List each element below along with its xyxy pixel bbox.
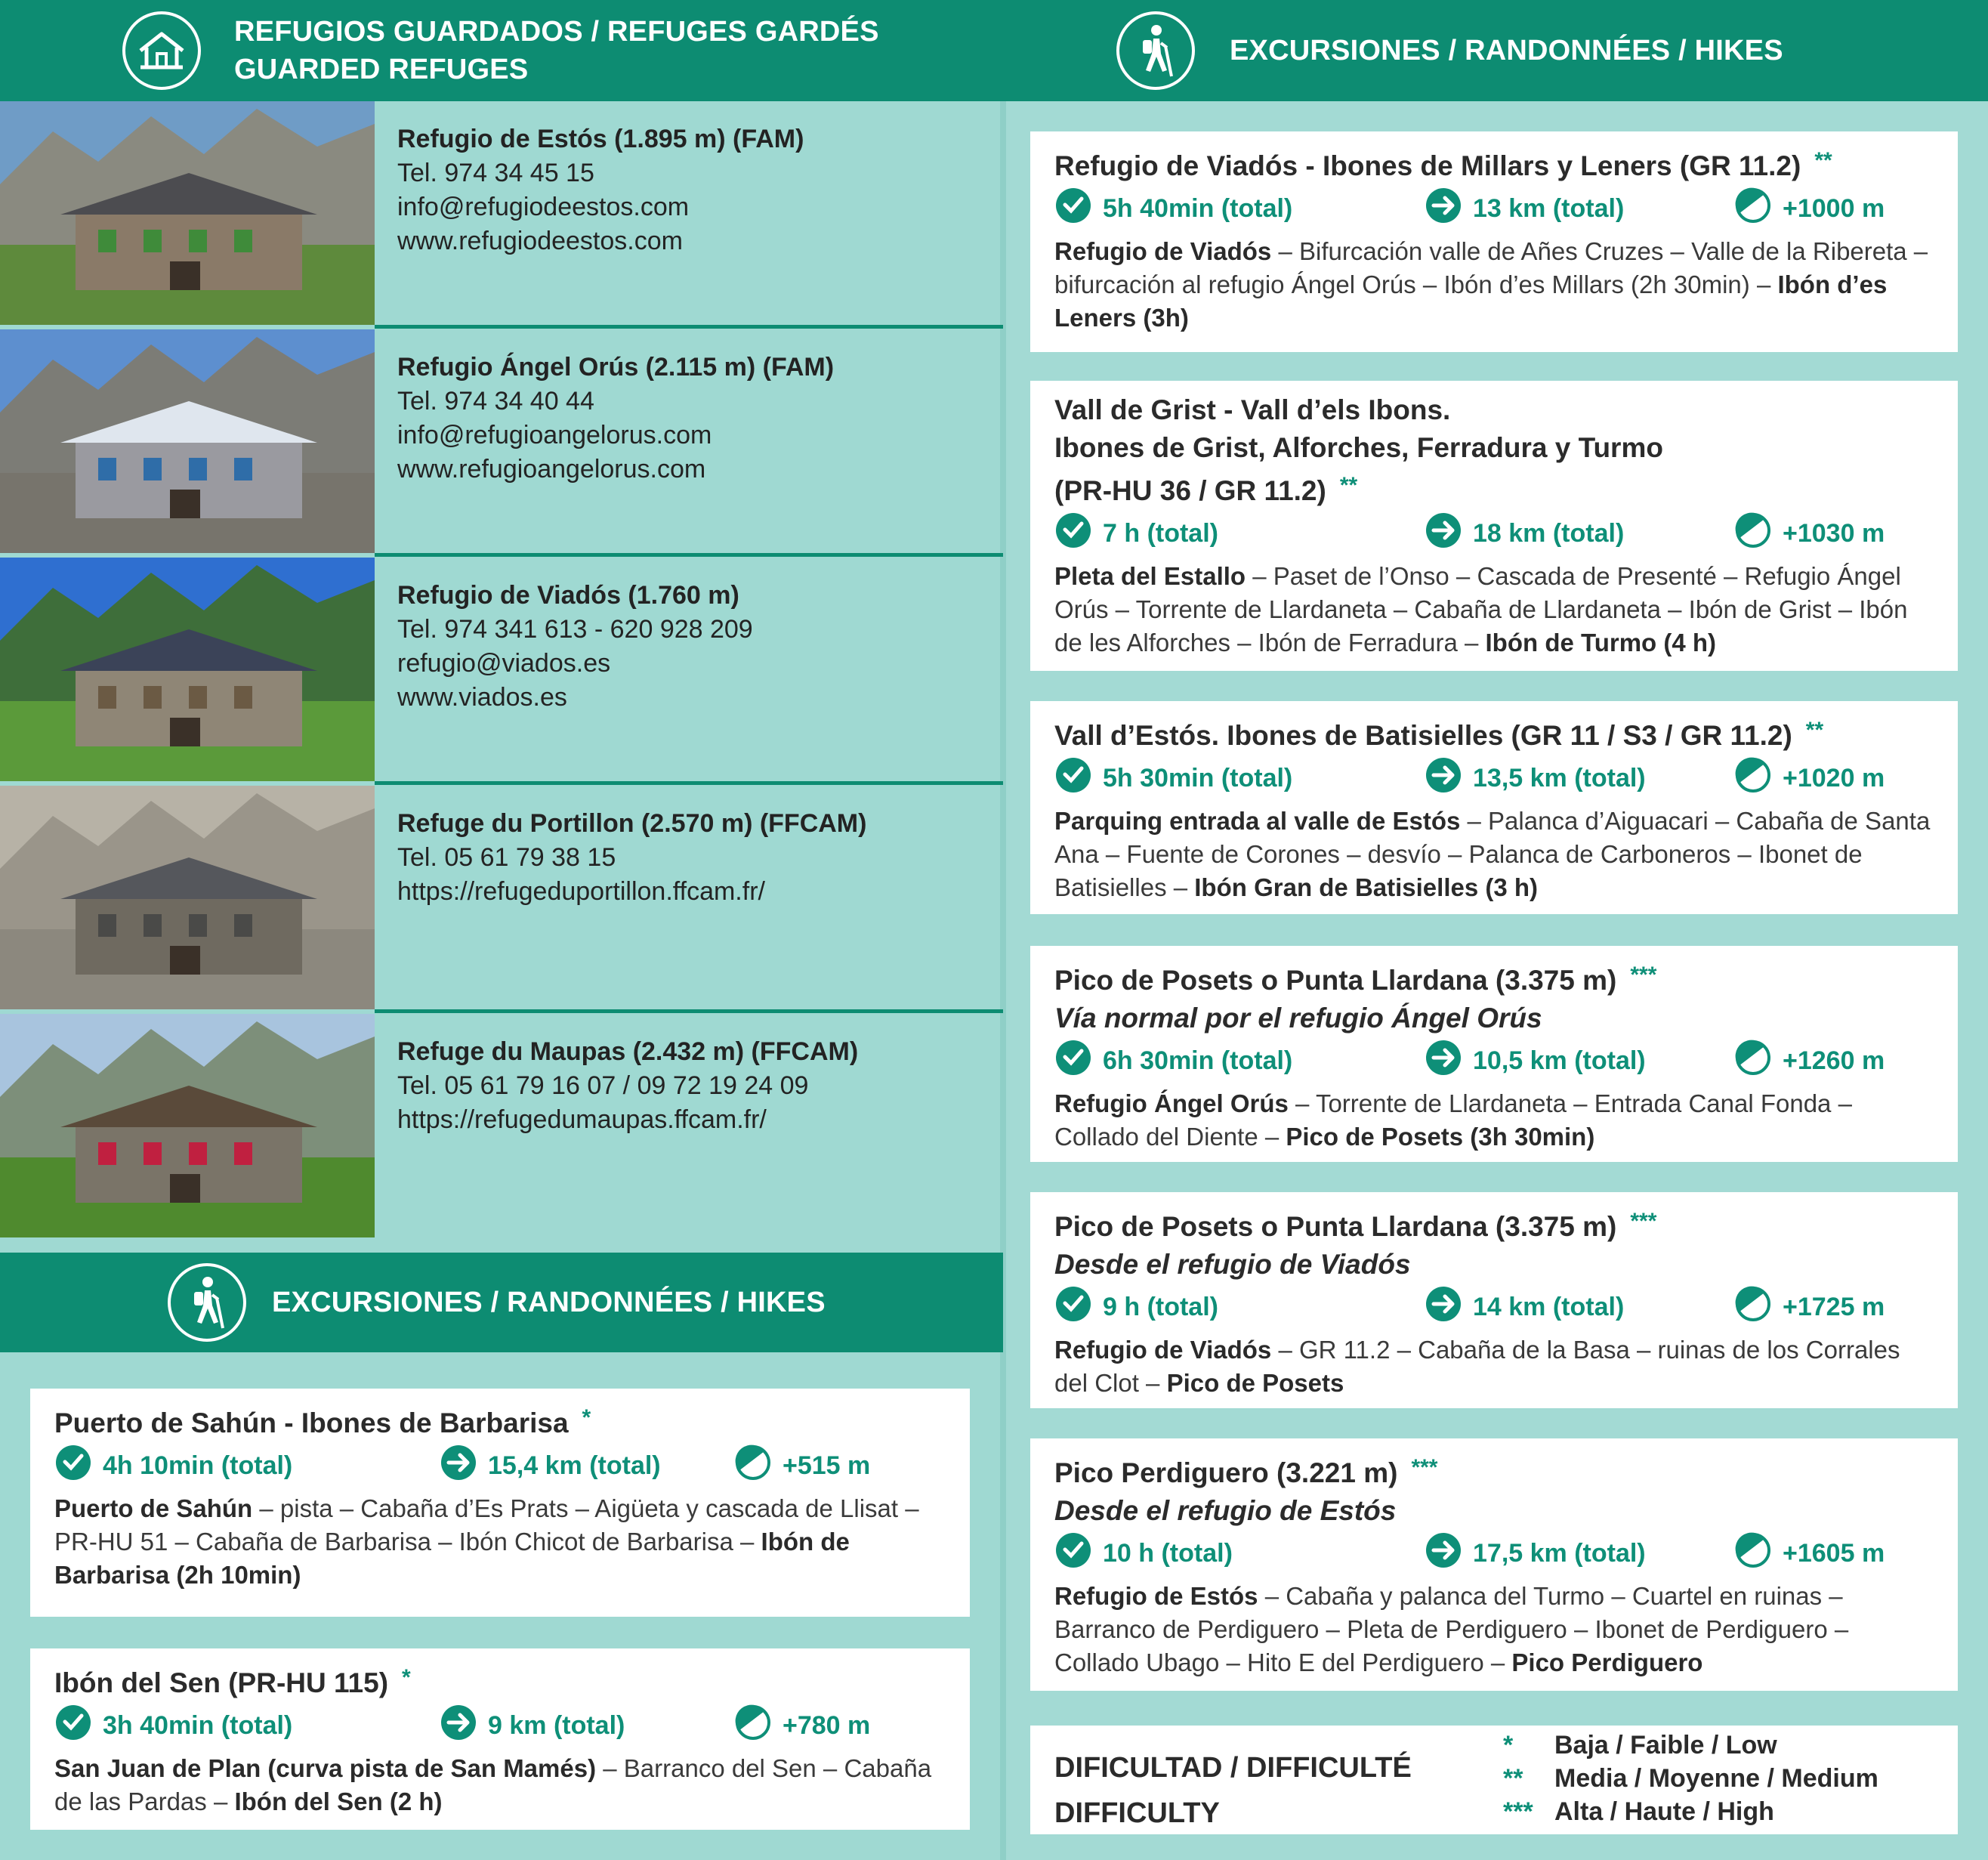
- hikes-header-right-label: EXCURSIONES / RANDONNÉES / HIKES: [1230, 35, 1783, 66]
- hike-card: [1030, 701, 1958, 914]
- hike-distance: 13,5 km (total): [1425, 756, 1646, 801]
- difficulty-stars: *: [582, 1405, 591, 1430]
- elevation-icon: [1734, 1285, 1783, 1330]
- refuge-contact-line: Tel. 974 341 613 - 620 928 209: [397, 615, 753, 644]
- hike-card: [30, 1648, 970, 1830]
- hikes-header-left-label: EXCURSIONES / RANDONNÉES / HIKES: [272, 1287, 826, 1318]
- hike-title: Vall d’Estós. Ibones de Batisielles (GR 11 / S3 / GR 11.2) **: [1054, 718, 1824, 751]
- refuge-name: Refugio de Viadós (1.760 m): [397, 581, 739, 610]
- hike-route: Pleta del Estallo – Paset de l’Onso – Cascada de Presenté – Refugio Ángel Orús – Torrente de Llardaneta – Cabaña de Llardaneta – Ibón de Grist – Ibón de les Alforches – Ibón de Ferradura – Ibón de Turmo (4 h): [1054, 562, 1908, 657]
- refuge-contact-line: Tel. 974 34 40 44: [397, 387, 594, 416]
- difficulty-legend: [1030, 1726, 1958, 1834]
- hike-elevation: +1020 m: [1734, 756, 1885, 801]
- hike-distance: 9 km (total): [440, 1704, 625, 1748]
- hike-route: Parquing entrada al valle de Estós – Palanca d’Aiguacari – Cabaña de Santa Ana – Fuente de Corones – desvío – Palanca de Carboneros – Ibonet de Batisielles – Ibón Gran de Batisielles (3 h): [1054, 807, 1931, 901]
- hike-route: San Juan de Plan (curva pista de San Mamés) – Barranco del Sen – Cabaña de las Pardas – Ibón del Sen (2 h): [54, 1754, 932, 1815]
- hike-time: 10 h (total): [1054, 1531, 1233, 1576]
- refuge-separator: [375, 1009, 1003, 1013]
- hike-subtitle: Desde el refugio de Viadós: [1054, 1249, 1411, 1280]
- refuge-name: Refuge du Maupas (2.432 m) (FFCAM): [397, 1037, 859, 1066]
- difficulty-stars: **: [1339, 473, 1358, 498]
- hike-time: 4h 10min (total): [54, 1444, 292, 1488]
- hike-title: (PR-HU 36 / GR 11.2) **: [1054, 473, 1358, 506]
- hike-route: Refugio de Viadós – GR 11.2 – Cabaña de la Basa – ruinas de los Corrales del Clot – Pico de Posets: [1054, 1336, 1900, 1397]
- hike-title: Ibón del Sen (PR-HU 115) *: [54, 1665, 411, 1698]
- refuge-photo: [0, 101, 375, 325]
- refuges-header: [0, 0, 1003, 101]
- difficulty-level-low: * Baja / Faible / Low: [1503, 1731, 1777, 1760]
- hike-route: Puerto de Sahún – pista – Cabaña d’Es Prats – Aigüeta y cascada de Llisat – PR-HU 51 – Cabaña de Barbarisa – Ibón Chicot de Barbarisa – Ibón de Barbarisa (2h 10min): [54, 1494, 919, 1589]
- arrow-icon: [440, 1444, 488, 1488]
- hike-card: [1030, 381, 1958, 671]
- elevation-icon: [1734, 511, 1783, 556]
- hike-distance: 15,4 km (total): [440, 1444, 661, 1488]
- hike-elevation: +1260 m: [1734, 1039, 1885, 1083]
- hike-card: [1030, 1438, 1958, 1691]
- arrow-icon: [440, 1704, 488, 1748]
- refuge-entry: [0, 786, 1003, 1009]
- hike-elevation: +1605 m: [1734, 1531, 1885, 1576]
- hike-time: 3h 40min (total): [54, 1704, 292, 1748]
- refuge-photo: [0, 558, 375, 781]
- elevation-icon: [1734, 1039, 1783, 1083]
- hike-subtitle: Desde el refugio de Estós: [1054, 1495, 1397, 1526]
- elevation-icon: [734, 1444, 783, 1488]
- refuge-contact-line: Tel. 05 61 79 38 15: [397, 843, 616, 872]
- refuge-entry: [0, 558, 1003, 781]
- hike-card: [1030, 1192, 1958, 1408]
- hike-subtitle: Vía normal por el refugio Ángel Orús: [1054, 1003, 1542, 1034]
- elevation-icon: [1734, 1531, 1783, 1576]
- hike-elevation: +1725 m: [1734, 1285, 1885, 1330]
- refuge-name: Refuge du Portillon (2.570 m) (FFCAM): [397, 809, 867, 838]
- difficulty-stars: ***: [1411, 1455, 1438, 1480]
- hike-route: Refugio de Viadós – Bifurcación valle de Añes Cruzes – Valle de la Ribereta – bifurcación al refugio Ángel Orús – Ibón d’es Millars (2h 30min) – Ibón d’es Leners (3h): [1054, 237, 1928, 332]
- arrow-icon: [1425, 187, 1473, 231]
- refuge-entry: [0, 1014, 1003, 1237]
- hike-elevation: +1000 m: [1734, 187, 1885, 231]
- refuge-photo: [0, 1014, 375, 1237]
- hike-title: Ibones de Grist, Alforches, Ferradura y Turmo: [1054, 432, 1663, 463]
- hike-route: Refugio Ángel Orús – Torrente de Llardaneta – Entrada Canal Fonda – Collado del Diente – Pico de Posets (3h 30min): [1054, 1089, 1852, 1151]
- clock-icon: [1054, 511, 1103, 556]
- refuge-name: Refugio de Estós (1.895 m) (FAM): [397, 125, 804, 153]
- refuge-contact-line: Tel. 05 61 79 16 07 / 09 72 19 24 09: [397, 1071, 809, 1100]
- hike-title: Pico de Posets o Punta Llardana (3.375 m) ***: [1054, 1209, 1657, 1242]
- difficulty-level-high: *** Alta / Haute / High: [1503, 1797, 1774, 1826]
- refuges-header-line2: GUARDED REFUGES: [234, 54, 529, 85]
- arrow-icon: [1425, 1531, 1473, 1576]
- hike-elevation: +1030 m: [1734, 511, 1885, 556]
- refuge-contact-line: https://refugeduportillon.ffcam.fr/: [397, 877, 765, 906]
- refuge-entry: [0, 101, 1003, 325]
- hike-title: Refugio de Viadós - Ibones de Millars y Leners (GR 11.2) **: [1054, 148, 1832, 181]
- difficulty-stars: ***: [1630, 962, 1657, 987]
- clock-icon: [1054, 187, 1103, 231]
- refuge-photo: [0, 329, 375, 553]
- difficulty-level-medium: ** Media / Moyenne / Medium: [1503, 1764, 1878, 1793]
- refuge-contact-line: refugio@viados.es: [397, 649, 611, 678]
- elevation-icon: [1734, 187, 1783, 231]
- clock-icon: [54, 1704, 103, 1748]
- refuge-contact-line: www.refugiodeestos.com: [397, 227, 683, 255]
- hike-card: [30, 1389, 970, 1617]
- hike-time: 5h 40min (total): [1054, 187, 1292, 231]
- hike-route: Refugio de Estós – Cabaña y palanca del Turmo – Cuartel en ruinas – Barranco de Perdiguero – Pleta de Perdiguero – Ibonet de Perdiguero – Collado Ubago – Hito E del Perdiguero – Pico Perdiguero: [1054, 1582, 1849, 1676]
- hike-distance: 17,5 km (total): [1425, 1531, 1646, 1576]
- clock-icon: [1054, 756, 1103, 801]
- elevation-icon: [734, 1704, 783, 1748]
- difficulty-label-line1: DIFICULTAD / DIFFICULTÉ: [1054, 1752, 1412, 1784]
- arrow-icon: [1425, 511, 1473, 556]
- refuge-photo: [0, 786, 375, 1009]
- hike-time: 6h 30min (total): [1054, 1039, 1292, 1083]
- refuge-contact-line: https://refugedumaupas.ffcam.fr/: [397, 1105, 767, 1134]
- arrow-icon: [1425, 756, 1473, 801]
- refuge-entry: [0, 329, 1003, 553]
- clock-icon: [1054, 1531, 1103, 1576]
- arrow-icon: [1425, 1285, 1473, 1330]
- refuge-contact-line: www.viados.es: [397, 683, 567, 712]
- hike-time: 5h 30min (total): [1054, 756, 1292, 801]
- hike-card: [1030, 131, 1958, 352]
- hike-distance: 14 km (total): [1425, 1285, 1624, 1330]
- arrow-icon: [1425, 1039, 1473, 1083]
- difficulty-stars: **: [1805, 718, 1824, 743]
- hike-distance: 18 km (total): [1425, 511, 1624, 556]
- refuge-contact-line: www.refugioangelorus.com: [397, 455, 706, 484]
- house-icon: [122, 11, 201, 90]
- hike-elevation: +780 m: [734, 1704, 870, 1748]
- hike-title: Pico de Posets o Punta Llardana (3.375 m) ***: [1054, 962, 1657, 996]
- hiker-icon: [1116, 11, 1195, 90]
- hike-card: [1030, 946, 1958, 1162]
- difficulty-stars: ***: [1630, 1209, 1657, 1234]
- refuge-separator: [375, 325, 1003, 329]
- hike-distance: 13 km (total): [1425, 187, 1624, 231]
- hike-distance: 10,5 km (total): [1425, 1039, 1646, 1083]
- difficulty-stars: *: [402, 1665, 411, 1690]
- refuges-header-line1: REFUGIOS GUARDADOS / REFUGES GARDÉS: [234, 16, 879, 48]
- hike-title: Pico Perdiguero (3.221 m) ***: [1054, 1455, 1438, 1488]
- clock-icon: [1054, 1285, 1103, 1330]
- refuge-separator: [375, 553, 1003, 557]
- hikes-header-right: [1003, 0, 1988, 101]
- refuge-separator: [375, 781, 1003, 785]
- hiker-icon: [168, 1263, 246, 1342]
- hike-title: Puerto de Sahún - Ibones de Barbarisa *: [54, 1405, 591, 1438]
- hike-time: 7 h (total): [1054, 511, 1218, 556]
- hike-title: Vall de Grist - Vall d’els Ibons.: [1054, 394, 1451, 425]
- refuge-name: Refugio Ángel Orús (2.115 m) (FAM): [397, 353, 835, 382]
- hike-elevation: +515 m: [734, 1444, 870, 1488]
- clock-icon: [54, 1444, 103, 1488]
- difficulty-stars: **: [1814, 148, 1832, 173]
- hike-time: 9 h (total): [1054, 1285, 1218, 1330]
- refuge-contact-line: info@refugiodeestos.com: [397, 193, 690, 221]
- clock-icon: [1054, 1039, 1103, 1083]
- refuge-contact-line: info@refugioangelorus.com: [397, 421, 712, 450]
- elevation-icon: [1734, 756, 1783, 801]
- difficulty-label-line2: DIFFICULTY: [1054, 1797, 1220, 1829]
- refuge-contact-line: Tel. 974 34 45 15: [397, 159, 594, 187]
- hikes-header-left: [0, 1253, 1003, 1352]
